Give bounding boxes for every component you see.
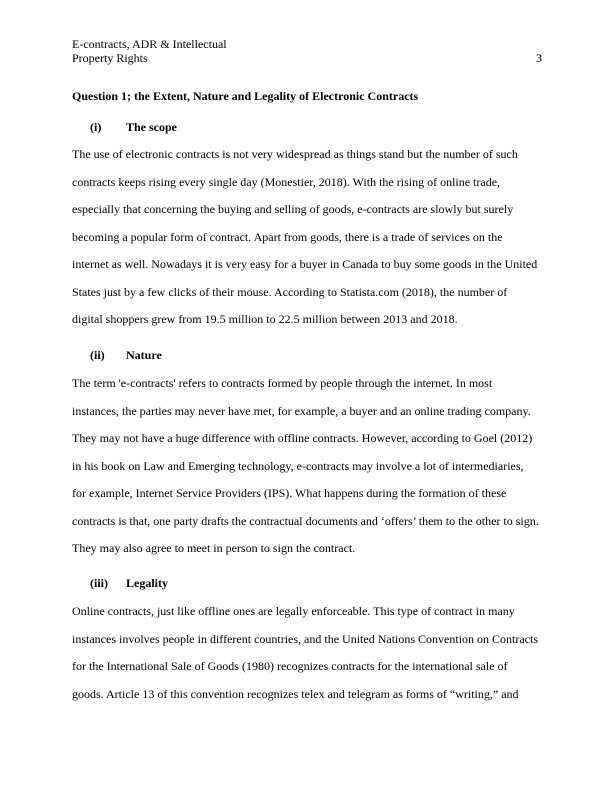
paragraph-nature (72, 375, 542, 568)
paragraph-line: goods. Article 13 of this convention recognizes telex and telegram as forms of “writing,” and (72, 686, 519, 701)
section-heading-scope (90, 120, 177, 135)
section-heading-nature (90, 348, 162, 363)
paragraph-line: digital shoppers grew from 19.5 million to 22.5 million between 2013 and 2018. (72, 312, 458, 326)
paragraph-line: contracts is that, one party drafts the contractual documents and ‘offers’ them to the other to sign. (72, 513, 539, 528)
section-title: Legality (126, 576, 168, 590)
paragraph-line: in his book on Law and Emerging technology, e-contracts may involve a lot of intermediaries, (72, 458, 524, 473)
paragraph-scope (72, 146, 542, 339)
paragraph-line: States just by a few clicks of their mouse. According to Statista.com (2018), the number of (72, 284, 508, 299)
section-numeral: (ii) (90, 348, 105, 362)
running-header-title-line-2: Property Rights (72, 51, 148, 65)
paragraph-line: They may not have a huge difference with offline contracts. However, according to Goel (2012) (72, 431, 533, 445)
page-number: 3 (536, 51, 542, 65)
section-title: The scope (126, 120, 177, 134)
section-title: Nature (126, 348, 162, 362)
section-numeral: (i) (90, 120, 102, 134)
paragraph-line: instances, the parties may never have met, for example, a buyer and an online trading company. (72, 403, 531, 418)
paragraph-line: Online contracts, just like offline ones are legally enforceable. This type of contract in many (72, 604, 515, 618)
paragraph-line: for the International Sale of Goods (1980) recognizes contracts for the international sale of (72, 659, 508, 673)
running-header (72, 37, 542, 65)
paragraph-line: especially that concerning the buying and selling of goods, e-contracts are slowly but surely (72, 202, 514, 216)
paragraph-line: They may also agree to meet in person to sign the contract. (72, 541, 356, 555)
section-numeral: (iii) (90, 576, 108, 590)
paragraph-line: contracts keeps rising every single day (Monestier, 2018). With the rising of online trade, (72, 174, 501, 189)
paragraph-line: for example, Internet Service Providers (IPS). What happens during the formation of these (72, 486, 507, 500)
question-heading: Question 1; the Extent, Nature and Legality of Electronic Contracts (72, 89, 419, 103)
paragraph-line: instances involves people in different countries, and the United Nations Convention on Contracts (72, 631, 539, 646)
paragraph-line: internet as well. Nowadays it is very easy for a buyer in Canada to buy some goods in the United (72, 257, 538, 271)
paragraph-line: The use of electronic contracts is not very widespread as things stand but the number of such (72, 147, 518, 161)
paragraph-line: becoming a popular form of contract. Apart from goods, there is a trade of services on the (72, 229, 503, 244)
section-heading-legality (90, 576, 168, 591)
paragraph-legality (72, 603, 542, 713)
running-header-title-line-1: E-contracts, ADR & Intellectual (72, 37, 227, 51)
paragraph-line: The term 'e-contracts' refers to contracts formed by people through the internet. In most (72, 376, 493, 390)
